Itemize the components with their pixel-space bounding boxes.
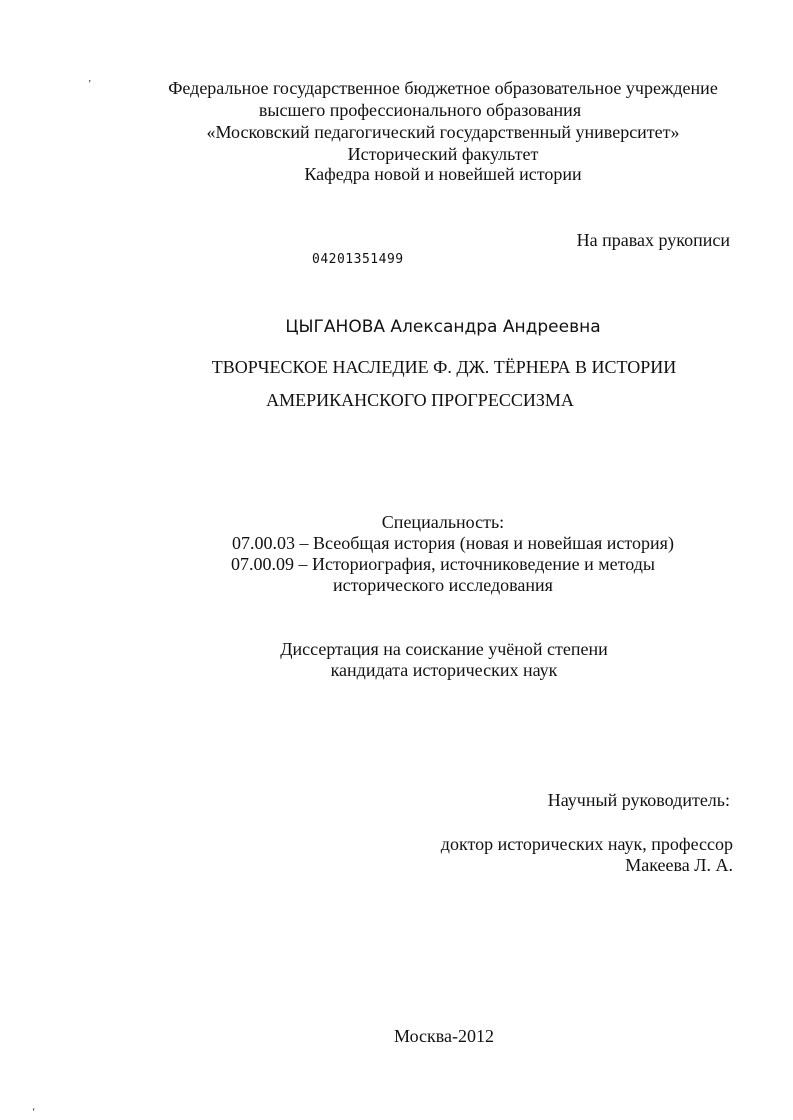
institution-line-2: высшего профессионального образования: [258, 100, 582, 120]
mark-top-left: ’: [88, 79, 92, 90]
supervisor-credentials: доктор исторических наук, профессор: [440, 834, 733, 854]
city-year: Москва-2012: [394, 1026, 494, 1046]
rights-note: На правах рукописи: [576, 230, 730, 250]
specialty-line-2: 07.00.09 – Историография, источниковедение и методы: [230, 554, 656, 574]
mark-bottom-left: ‘: [32, 1107, 36, 1118]
institution-line-1: Федеральное государственное бюджетное образовательное учреждение: [168, 78, 718, 98]
supervisor-name: Макеева Л. А.: [625, 855, 733, 875]
degree-line-1: Диссертация на соискание учёной степени: [280, 639, 608, 659]
specialty-line-3: исторического исследования: [333, 575, 553, 595]
supervisor-label: Научный руководитель:: [547, 790, 730, 810]
dissertation-title-line-2: АМЕРИКАНСКОГО ПРОГРЕССИЗМА: [266, 390, 574, 410]
author-name: ЦЫГАНОВА Александра Андреевна: [285, 317, 601, 337]
registration-code: 04201351499: [312, 252, 404, 267]
specialty-label: Специальность:: [381, 512, 505, 532]
specialty-line-1: 07.00.03 – Всеобщая история (новая и новейшая история): [232, 533, 674, 553]
department-name: Кафедра новой и новейшей истории: [304, 164, 582, 184]
dissertation-title-line-1: ТВОРЧЕСКОЕ НАСЛЕДИЕ Ф. ДЖ. ТЁРНЕРА В ИСТОРИИ: [211, 357, 677, 377]
faculty-name: Исторический факультет: [347, 144, 539, 164]
institution-line-3: «Московский педагогический государственный университет»: [206, 122, 680, 142]
degree-line-2: кандидата исторических наук: [330, 660, 558, 680]
